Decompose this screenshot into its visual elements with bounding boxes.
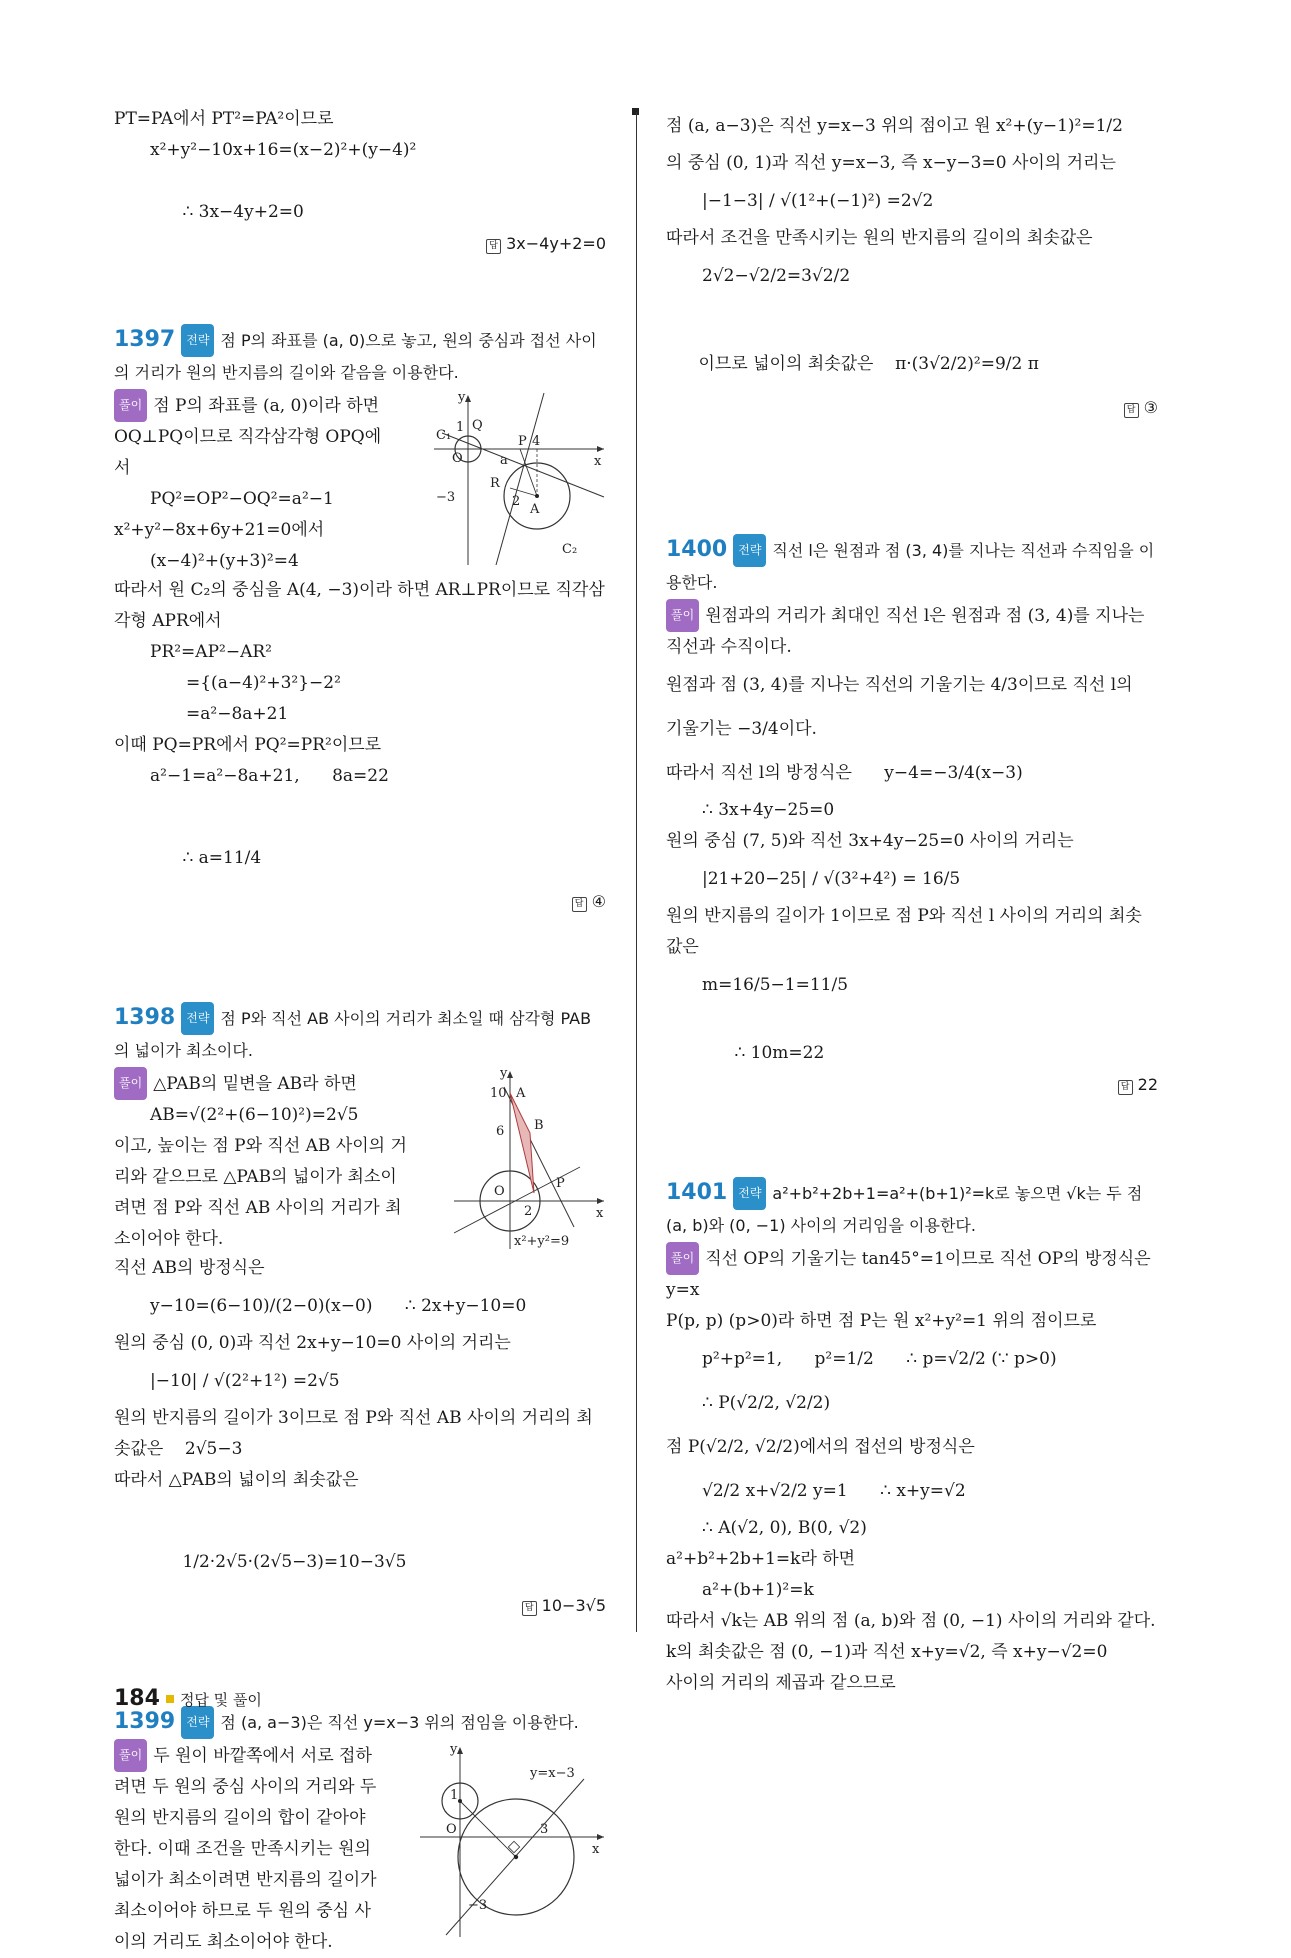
text-line: 려면 두 원의 중심 사이의 거리와 두 <box>114 1777 377 1797</box>
fig-label-c1: C₁ <box>436 428 452 443</box>
fig-label-p: P <box>518 434 527 449</box>
text-line: 최소이어야 하므로 두 원의 중심 사 <box>114 1901 371 1921</box>
text-line: 원의 중심 (0, 0)과 직선 2x+y−10=0 사이의 거리는 <box>114 1333 511 1353</box>
text-line: a²+b²+2b+1=k라 하면 <box>666 1549 856 1569</box>
answer-icon: 답 <box>1118 1080 1133 1095</box>
answer-icon: 답 <box>486 239 501 254</box>
answer-box <box>1118 1069 1158 1100</box>
problem-number: 1397 <box>114 327 176 352</box>
solution-tag: 풀이 <box>114 1067 147 1100</box>
fig-label-x: x <box>592 1842 600 1857</box>
text-line: OQ⊥PQ이므로 직각삼각형 OPQ에 <box>114 427 382 447</box>
problem-number: 1399 <box>114 1709 176 1734</box>
strategy-text: 점 P의 좌표를 (a, 0)으로 놓고, 원의 중심과 접선 사이의 거리가 원의 반지름의 길이와 같음을 이용한다. <box>114 331 597 382</box>
answer-box <box>1124 386 1158 430</box>
answer-icon: 답 <box>572 897 587 912</box>
equation-line: a²+(b+1)²=k <box>702 1580 814 1600</box>
problem-1399 <box>114 1706 606 1957</box>
page-footer <box>114 1686 262 1711</box>
text-line: 려면 점 P와 직선 AB 사이의 거리가 최 <box>114 1198 402 1218</box>
text-line: 소이어야 한다. <box>114 1229 224 1249</box>
text-line: 넓이가 최소이려면 반지름의 길이가 <box>114 1870 377 1890</box>
text-line: 이의 거리도 최소이어야 한다. <box>114 1932 333 1952</box>
text-line: △PAB의 밑변을 AB라 하면 <box>153 1074 357 1094</box>
fig-label-eq: x²+y²=9 <box>514 1234 570 1249</box>
equation-line: x²+y²−8x+6y+21=0에서 <box>114 520 325 540</box>
fig-label-2: 2 <box>512 494 521 509</box>
equation-line: a²−1=a²−8a+21, 8a=22 <box>150 766 389 786</box>
fig-label-4: 4 <box>532 434 541 449</box>
text-line: 따라서 √k는 AB 위의 점 (a, b)와 점 (0, −1) 사이의 거리와 같다. <box>666 1611 1156 1631</box>
text-line: 이때 PQ=PR에서 PQ²=PR²이므로 <box>114 735 382 755</box>
fig-label-c2: C₂ <box>562 542 578 557</box>
result-equation: 이므로 넓이의 최솟값은 π·(3√2/2)²=9/2 π <box>698 354 1039 374</box>
text-line: 따라서 원 C₂의 중심을 A(4, −3)이라 하면 AR⊥PR이므로 직각삼각형 APR에서 <box>114 580 605 631</box>
equation-line: |−10| / √(2²+1²) =2√5 <box>150 1371 340 1391</box>
fig-label-x: x <box>594 454 602 469</box>
text-line: P(p, p) (p>0)라 하면 점 P는 원 x²+y²=1 위의 점이므로 <box>666 1311 1097 1331</box>
text-line: 원의 반지름의 길이의 합이 같아야 <box>114 1808 366 1828</box>
equation-line: x²+y²−10x+16=(x−2)²+(y−4)² <box>150 140 417 160</box>
page-number: 184 <box>114 1686 160 1711</box>
strategy-text: 직선 l은 원점과 점 (3, 4)를 지나는 직선과 수직임을 이용한다. <box>666 541 1155 592</box>
strategy-tag: 전략 <box>733 534 766 567</box>
text-line: 서 <box>114 458 131 478</box>
text-line: 점 P의 좌표를 (a, 0)이라 하면 <box>153 396 380 416</box>
strategy-text: 점 (a, a−3)은 직선 y=x−3 위의 점임을 이용한다. <box>220 1713 579 1732</box>
fig-label-r: R <box>490 476 500 491</box>
answer-value: 22 <box>1137 1075 1158 1094</box>
answer-box <box>486 228 606 259</box>
text-line: 사이의 거리의 제곱과 같으므로 <box>666 1673 896 1693</box>
fig-label-b: B <box>534 1118 544 1133</box>
equation-line: |−1−3| / √(1²+(−1)²) =2√2 <box>702 191 934 211</box>
strategy-tag: 전략 <box>181 1002 214 1035</box>
problem-1397 <box>114 324 606 968</box>
solution-tag: 풀이 <box>666 1242 699 1275</box>
fig-label-o: O <box>446 1822 457 1837</box>
figure-1398 <box>454 1067 606 1253</box>
text-line: 이고, 높이는 점 P와 직선 AB 사이의 거 <box>114 1136 407 1156</box>
text-line: 점 P(√2/2, √2/2)에서의 접선의 방정식은 <box>666 1437 975 1457</box>
text-line: 직선 AB의 방정식은 <box>114 1258 265 1278</box>
text-line: 원의 중심 (7, 5)와 직선 3x+4y−25=0 사이의 거리는 <box>666 831 1074 851</box>
equation-line: m=16/5−1=11/5 <box>702 975 849 995</box>
answer-value: 10−3√5 <box>541 1596 606 1615</box>
problem-number: 1398 <box>114 1005 176 1030</box>
text-line: 리와 같으므로 △PAB의 넓이가 최소이 <box>114 1167 397 1187</box>
result-equation: ∴ a=11/4 <box>182 848 262 868</box>
equation-line: y−10=(6−10)/(2−0)(x−0) ∴ 2x+y−10=0 <box>150 1296 527 1316</box>
problem-1400 <box>666 534 1158 1131</box>
strategy-text: a²+b²+2b+1=a²+(b+1)²=k로 놓으면 √k는 두 점 (a, b)와 (0, −1) 사이의 거리임을 이용한다. <box>666 1184 1148 1235</box>
equation-line: PR²=AP²−AR² <box>150 642 272 662</box>
solution-tag: 풀이 <box>114 389 147 422</box>
problem-number: 1401 <box>666 1180 728 1205</box>
equation-line <box>114 792 606 968</box>
fig-label-center-a: A <box>530 502 540 517</box>
solution-tag: 풀이 <box>666 599 699 632</box>
equation-line: ={(a−4)²+3²}−2² <box>186 673 341 693</box>
text-line: 따라서 △PAB의 넓이의 최솟값은 <box>114 1470 359 1490</box>
equation-line <box>114 1496 606 1672</box>
fig-label-p: P <box>556 1176 565 1191</box>
strategy-tag: 전략 <box>181 324 214 357</box>
equation-line <box>114 166 606 290</box>
fig-label-a: A <box>516 1086 526 1101</box>
problem-1398 <box>114 1002 606 1672</box>
strategy-tag: 전략 <box>181 1706 214 1739</box>
equation-line: |21+20−25| / √(3²+4²) = 16/5 <box>702 869 961 889</box>
fig-label-x: x <box>596 1206 604 1221</box>
text-line: PT=PA에서 PT²=PA²이므로 <box>114 109 334 129</box>
fig-label-o: O <box>452 451 463 466</box>
result-equation: 1/2·2√5·(2√5−3)=10−3√5 <box>182 1552 407 1572</box>
equation-line: AB=√(2²+(6−10)²)=2√5 <box>150 1105 359 1125</box>
answer-box <box>522 1584 606 1628</box>
text-line: 원점과 점 (3, 4)를 지나는 직선의 기울기는 4/3이므로 직선 l의 <box>666 675 1133 695</box>
text-line: 직선 OP의 기울기는 tan45°=1이므로 직선 OP의 방정식은 y=x <box>666 1249 1184 1300</box>
text-line: 따라서 조건을 만족시키는 원의 반지름의 길이의 최솟값은 <box>666 228 1093 248</box>
text-line: 의 중심 (0, 1)과 직선 y=x−3, 즉 x−y−3=0 사이의 거리는 <box>666 153 1116 173</box>
fig-label-o: O <box>494 1184 505 1199</box>
text-line: k의 최솟값은 점 (0, −1)과 직선 x+y=√2, 즉 x+y−√2=0 <box>666 1642 1108 1662</box>
text-line: 점 (a, a−3)은 직선 y=x−3 위의 점이고 원 x²+(y−1)²=1/2 <box>666 116 1123 136</box>
figure-1399 <box>420 1739 606 1939</box>
fig-label-a: a <box>500 453 508 468</box>
strategy-tag: 전략 <box>733 1177 766 1210</box>
equation-line: ∴ A(√2, 0), B(0, √2) <box>702 1518 867 1538</box>
fig-label-y: y <box>458 390 466 405</box>
result-equation: ∴ 10m=22 <box>734 1043 825 1063</box>
left-column <box>114 104 606 1957</box>
answer-value: 3x−4y+2=0 <box>506 234 606 253</box>
fig-label-y: y <box>500 1067 508 1081</box>
text-line: 원의 반지름의 길이가 1이므로 점 P와 직선 l 사이의 거리의 최솟값은 <box>666 906 1142 957</box>
fig-label-1: 1 <box>450 1788 459 1803</box>
fig-label-m3: −3 <box>436 490 456 505</box>
fig-label-1: 1 <box>456 420 465 435</box>
footer-label: 정답 및 풀이 <box>179 1691 262 1709</box>
fig-label-6: 6 <box>496 1124 505 1139</box>
fig-label-q: Q <box>472 418 483 433</box>
equation-line: ∴ 3x+4y−25=0 <box>702 800 835 820</box>
problem-number: 1400 <box>666 537 728 562</box>
square-bullet-icon <box>166 1695 174 1703</box>
text-line: 한다. 이때 조건을 만족시키는 원의 <box>114 1839 371 1859</box>
text-line: 원점과의 거리가 최대인 직선 l은 원점과 점 (3, 4)를 지나는 직선과 수직이다. <box>666 606 1150 657</box>
right-column <box>666 104 1184 1699</box>
equation-line: =a²−8a+21 <box>186 704 289 724</box>
text-line <box>666 298 1158 474</box>
answer-value: ④ <box>591 892 606 911</box>
text-line: 기울기는 −3/4이다. <box>666 719 817 739</box>
fig-label-10: 10 <box>490 1086 507 1101</box>
problem-1401 <box>666 1177 1184 1699</box>
strategy-text: 점 P와 직선 AB 사이의 거리가 최소일 때 삼각형 PAB의 넓이가 최소이다. <box>114 1009 592 1060</box>
equation-line: p²+p²=1, p²=1/2 ∴ p=√2/2 (∵ p>0) <box>702 1349 1057 1369</box>
answer-box <box>572 880 606 924</box>
fig-label-2: 2 <box>524 1204 533 1219</box>
text-line: 원의 반지름의 길이가 3이므로 점 P와 직선 AB 사이의 거리의 최솟값은 2√5−3 <box>114 1408 593 1459</box>
answer-icon: 답 <box>1124 403 1139 418</box>
fig-label-line: y=x−3 <box>530 1766 575 1781</box>
equation-line: (x−4)²+(y+3)²=4 <box>150 551 299 571</box>
equation-line: PQ²=OP²−OQ²=a²−1 <box>150 489 334 509</box>
solution-tag: 풀이 <box>114 1739 147 1772</box>
column-divider <box>636 112 637 1632</box>
prev-solution-tail <box>114 104 606 290</box>
equation-line: ∴ P(√2/2, √2/2) <box>702 1393 831 1413</box>
fig-label-y: y <box>450 1742 458 1757</box>
figure-1397 <box>434 389 606 565</box>
fig-label-3: 3 <box>540 1822 549 1837</box>
equation-line: √2/2 x+√2/2 y=1 ∴ x+y=√2 <box>702 1481 966 1501</box>
result-equation: ∴ 3x−4y+2=0 <box>182 202 304 222</box>
fig-label-m3: −3 <box>468 1898 488 1913</box>
equation-line: 2√2−√2/2=3√2/2 <box>702 266 851 286</box>
equation-line: 따라서 직선 l의 방정식은 y−4=−3/4(x−3) <box>666 763 1023 783</box>
problem-1399-continued <box>666 104 1158 474</box>
text-line: 두 원이 바깥쪽에서 서로 접하 <box>153 1746 372 1766</box>
equation-line <box>666 1007 1158 1131</box>
answer-value: ③ <box>1143 398 1158 417</box>
answer-icon: 답 <box>522 1601 537 1616</box>
